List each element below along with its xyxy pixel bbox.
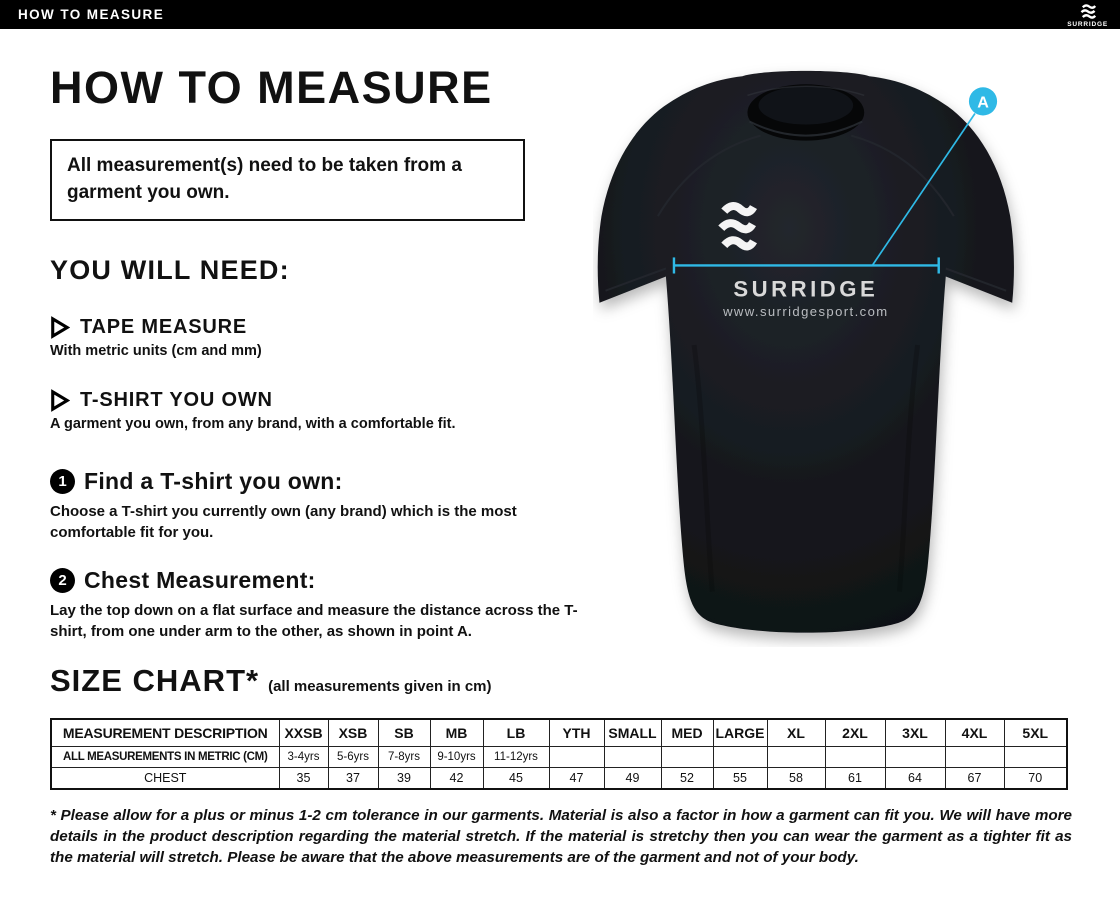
- size-column-header: LARGE: [713, 719, 767, 747]
- size-chart-heading-row: [50, 663, 1070, 699]
- need-item-title: T-SHIRT YOU OWN: [80, 388, 273, 411]
- notice-box: [50, 139, 525, 221]
- triangle-bullet-icon: [50, 316, 70, 339]
- table-cell: 7-8yrs: [378, 747, 430, 768]
- size-column-header: 2XL: [825, 719, 885, 747]
- table-cell: [549, 747, 604, 768]
- table-cell: 55: [713, 768, 767, 790]
- tolerance-footnote: * Please allow for a plus or minus 1-2 cm tolerance in our garments. Material is also a factor in how a garment can fit you. We will have more details in the product description regarding the material stretch. If the material is stretchy then you can wear the garment as a tighter fit as the material will stretch. Please be aware that the above measurements are of the garment and not of your body.: [50, 807, 1072, 866]
- table-cell: 5-6yrs: [328, 747, 378, 768]
- table-cell: 42: [430, 768, 483, 790]
- table-cell: [661, 747, 713, 768]
- collar: [747, 84, 864, 140]
- step-title-row: [50, 468, 595, 495]
- need-item-title-row: [50, 316, 595, 339]
- need-item-description: With metric units (cm and mm): [50, 342, 262, 359]
- table-cell: 58: [767, 768, 825, 790]
- size-column-header: XXSB: [279, 719, 328, 747]
- size-chart-subheading: (all measurements given in cm): [268, 678, 492, 695]
- need-item-title: TAPE MEASURE: [80, 315, 248, 338]
- table-cell: 11-12yrs: [483, 747, 549, 768]
- step-number-badge: 2: [50, 568, 75, 593]
- step-1: [50, 468, 595, 543]
- step-title: Find a T-shirt you own:: [84, 467, 343, 494]
- shirt-brand-text: SURRIDGE: [733, 276, 879, 302]
- size-column-header: XL: [767, 719, 825, 747]
- need-item-title-row: [50, 389, 595, 412]
- table-cell: 49: [604, 768, 661, 790]
- step-title: Chest Measurement:: [84, 567, 316, 594]
- size-column-header: LB: [483, 719, 549, 747]
- notice-text: All measurement(s) need to be taken from a garment you own.: [67, 154, 462, 203]
- row-label: CHEST: [51, 768, 279, 790]
- table-cell: 64: [885, 768, 945, 790]
- size-chart-table: [50, 718, 1068, 790]
- step-number-badge: 1: [50, 469, 75, 494]
- table-cell: 70: [1004, 768, 1067, 790]
- table-cell: [885, 747, 945, 768]
- table-cell: [1004, 747, 1067, 768]
- point-a-marker: [969, 87, 997, 115]
- table-cell: 52: [661, 768, 713, 790]
- size-column-header: MED: [661, 719, 713, 747]
- tshirt-illustration: [593, 43, 1067, 647]
- point-a-label: A: [977, 93, 989, 112]
- table-cell: 61: [825, 768, 885, 790]
- brand-logo: [1067, 1, 1108, 29]
- need-item-tshirt: [50, 389, 595, 432]
- need-item-description: A garment you own, from any brand, with a comfortable fit.: [50, 415, 456, 432]
- table-cell: [604, 747, 661, 768]
- table-cell: 35: [279, 768, 328, 790]
- size-chart-section: [50, 663, 1070, 869]
- table-cell: 67: [945, 768, 1004, 790]
- table-cell: 9-10yrs: [430, 747, 483, 768]
- size-column-header: SMALL: [604, 719, 661, 747]
- need-item-tape-measure: [50, 316, 595, 359]
- surridge-s-icon: [1078, 4, 1098, 21]
- triangle-bullet-icon: [50, 389, 70, 412]
- size-column-header: MB: [430, 719, 483, 747]
- tshirt-body: [598, 71, 1014, 633]
- table-header-row: [51, 719, 1067, 747]
- size-column-header: SB: [378, 719, 430, 747]
- table-row-age-ranges: [51, 747, 1067, 768]
- table-cell: [825, 747, 885, 768]
- shirt-website-text: www.surridgesport.com: [723, 303, 889, 319]
- top-bar-title: HOW TO MEASURE: [18, 7, 165, 22]
- row-label: ALL MEASUREMENTS IN METRIC (CM): [51, 747, 279, 768]
- table-cell: 47: [549, 768, 604, 790]
- step-description: Choose a T-shirt you currently own (any brand) which is the most comfortable fit for you.: [50, 502, 517, 541]
- table-cell: 3-4yrs: [279, 747, 328, 768]
- size-column-header: YTH: [549, 719, 604, 747]
- table-cell: [767, 747, 825, 768]
- table-cell: [713, 747, 767, 768]
- step-description: Lay the top down on a flat surface and measure the distance across the T-shirt, from one under arm to the other, as shown in point A.: [50, 602, 578, 640]
- size-column-header: 5XL: [1004, 719, 1067, 747]
- page-title: HOW TO MEASURE: [50, 62, 493, 113]
- table-cell: 39: [378, 768, 430, 790]
- table-cell: 37: [328, 768, 378, 790]
- top-bar: [0, 0, 1120, 29]
- size-column-header: 3XL: [885, 719, 945, 747]
- table-row-chest: [51, 768, 1067, 790]
- step-2: [50, 567, 595, 642]
- brand-logo-text: SURRIDGE: [1067, 20, 1108, 28]
- size-column-header: 4XL: [945, 719, 1004, 747]
- size-column-header: XSB: [328, 719, 378, 747]
- table-cell: [945, 747, 1004, 768]
- step-title-row: [50, 567, 595, 594]
- instructions-column: [50, 29, 595, 643]
- table-cell: 45: [483, 768, 549, 790]
- measurement-description-header: MEASUREMENT DESCRIPTION: [51, 719, 279, 747]
- size-chart-heading: SIZE CHART*: [50, 663, 260, 698]
- you-will-need-heading: YOU WILL NEED:: [50, 254, 290, 285]
